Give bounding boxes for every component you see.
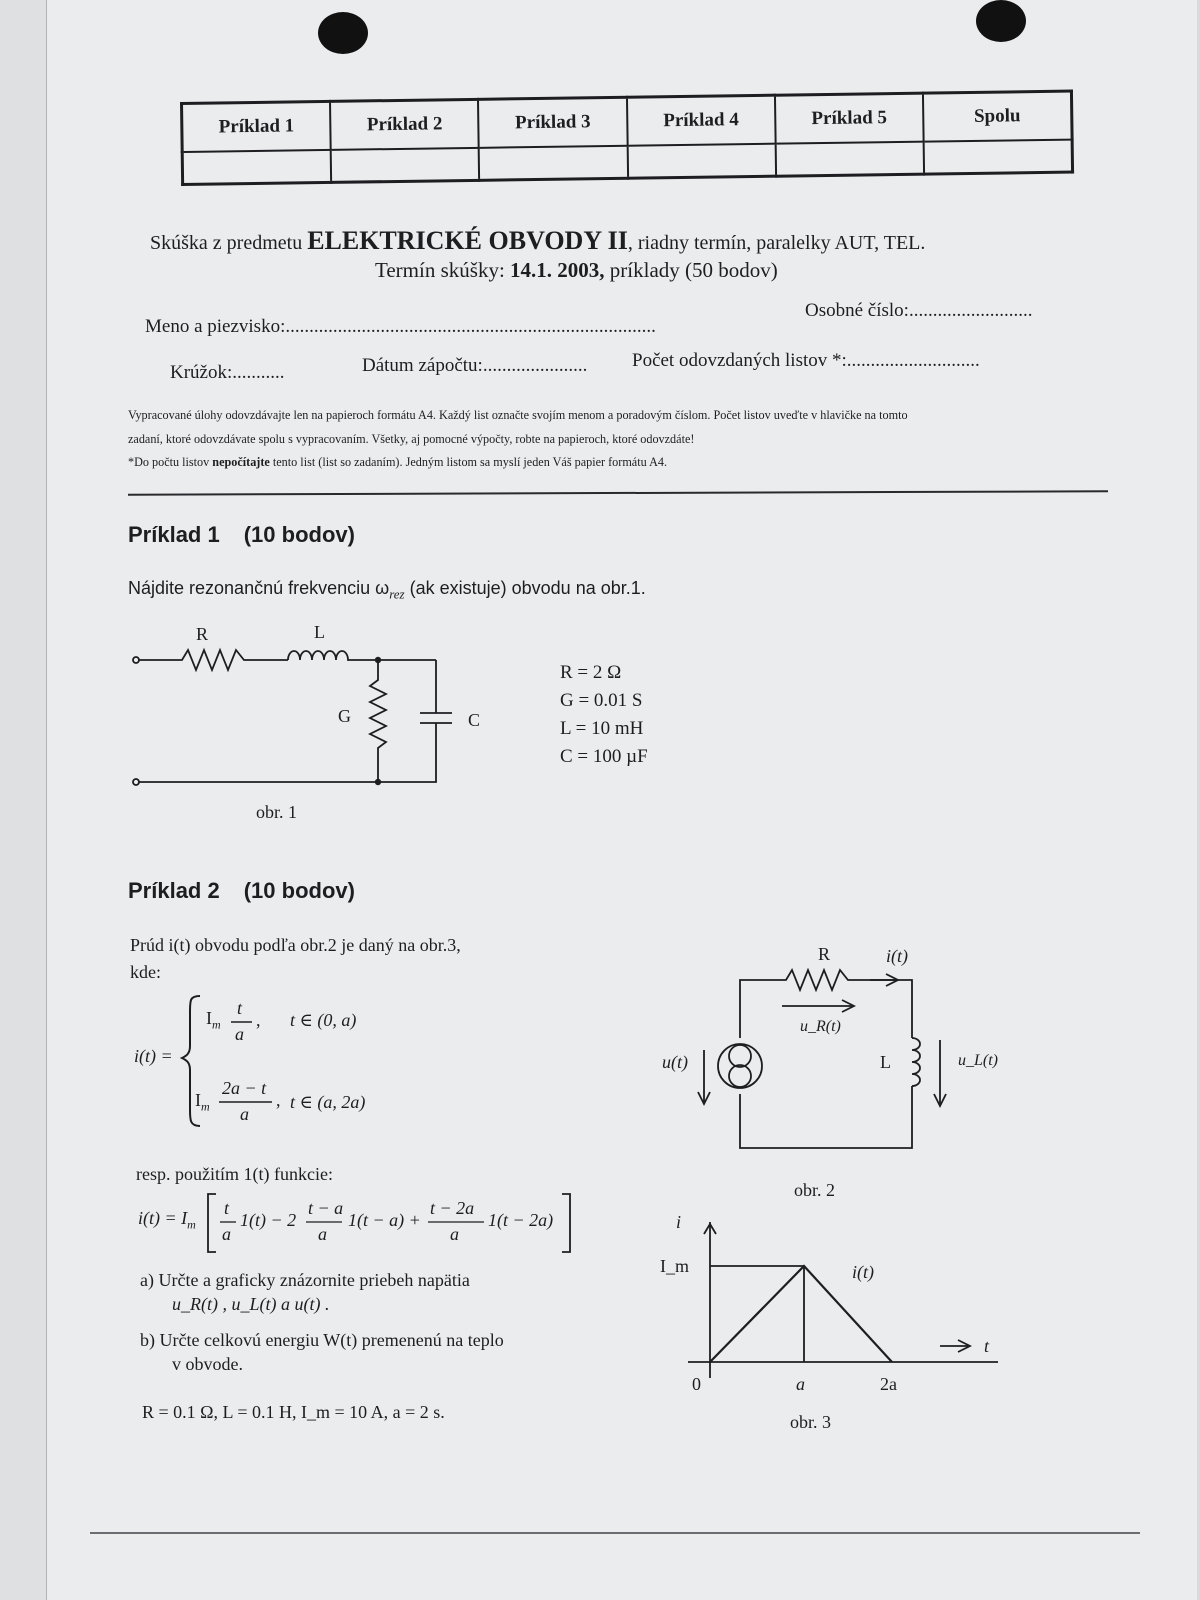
task-a-line-1: a) Určte a graficky znázornite priebeh napätia [140, 1270, 470, 1290]
fig2-label-R: R [818, 944, 831, 964]
problem-2-points: (10 bodov) [243, 878, 355, 903]
group-field[interactable]: Krúžok:........... [170, 362, 285, 383]
exam-date: 14.1. 2003, [510, 258, 605, 282]
step-f1-num: t [224, 1198, 230, 1218]
step-lhs [138, 1208, 196, 1233]
credit-date-field[interactable]: Dátum zápočtu:...................... [362, 355, 588, 376]
case2-sub: m [201, 1099, 210, 1114]
case2-comma: , [276, 1090, 281, 1110]
instructions-line-3 [128, 455, 667, 470]
date-suffix: príklady (50 bodov) [609, 258, 778, 282]
param-R: R = 2 Ω [560, 662, 622, 683]
name-field[interactable]: Meno a piezvisko:.............................................................................. [145, 316, 656, 337]
note-bold: nepočítajte [212, 455, 270, 469]
title-prefix: Skúška z predmetu [150, 232, 303, 254]
case2-num: 2a − t [222, 1078, 267, 1098]
case1-coef [206, 1008, 221, 1033]
fig3-tick-a: a [796, 1374, 805, 1394]
problem-2-intro-1: Prúd i(t) obvodu podľa obr.2 je daný na obr.3, [130, 935, 461, 955]
param-C: C = 100 µF [560, 746, 648, 767]
punch-hole-right [976, 0, 1026, 42]
piecewise-lhs: i(t) = [134, 1046, 173, 1066]
punch-hole-left [318, 12, 368, 54]
case1-condition: t ∈ (0, a) [290, 1010, 357, 1030]
sheet-count-field[interactable]: Počet odovzdaných listov *:............................ [632, 350, 980, 371]
figure-1-caption: obr. 1 [256, 802, 298, 822]
score-cell-1[interactable] [182, 150, 331, 185]
problem-2-title: Príklad 2 [128, 878, 220, 903]
label-G: G [338, 706, 351, 726]
step-f1-den: a [222, 1224, 231, 1244]
fig3-y-label: i [676, 1212, 682, 1232]
step-t1: 1(t) − 2 [240, 1210, 297, 1230]
instructions-line-1: Vypracované úlohy odovzdávajte len na papieroch formátu A4. Každý list označte svojím menom a poradovým číslom. Počet listov uveďte v hlavičke na tomto [128, 408, 908, 422]
case1-comma: , [256, 1010, 261, 1030]
date-prefix: Termín skúšky: [375, 258, 505, 282]
sheet-bottom-edge [90, 1532, 1140, 1534]
note-prefix: *Do počtu listov [128, 455, 210, 469]
step-f3-num: t − 2a [430, 1198, 475, 1218]
step-f2-num: t − a [308, 1198, 344, 1218]
score-header-2: Príklad 2 [330, 99, 479, 150]
step-t3: 1(t − 2a) [488, 1210, 554, 1230]
problem-2-heading [128, 878, 355, 904]
figure-2-caption: obr. 2 [794, 1180, 836, 1200]
label-L: L [314, 622, 325, 642]
case2-I: I [195, 1090, 201, 1110]
fig2-label-i: i(t) [886, 946, 908, 966]
task-suffix: (ak existuje) obvodu na obr.1. [404, 578, 646, 598]
problem-1-points: (10 bodov) [243, 522, 355, 547]
back-sheet-edge [0, 0, 48, 1600]
problem-2-intro-2: kde: [130, 962, 161, 982]
problem-2-values: R = 0.1 Ω, L = 0.1 H, I_m = 10 A, a = 2 s. [142, 1402, 445, 1422]
step-f2-den: a [318, 1224, 327, 1244]
problem-1-heading [128, 522, 355, 548]
task-b-line-1: b) Určte celkovú energiu W(t) premenenú na teplo [140, 1330, 504, 1350]
case2-condition: t ∈ (a, 2a) [290, 1092, 366, 1112]
step-t2: 1(t − a) + [348, 1210, 421, 1230]
score-header-total: Spolu [923, 91, 1072, 142]
case2-den: a [240, 1104, 249, 1124]
subject-name: ELEKTRICKÉ OBVODY II [307, 226, 628, 255]
fig3-Im-label [660, 1256, 689, 1277]
score-header-5: Príklad 5 [775, 93, 924, 144]
label-C: C [468, 710, 481, 730]
fig3-Im-text: I_m [660, 1256, 689, 1276]
step-lhs-text: i(t) = I [138, 1208, 188, 1228]
fig3-curve-label: i(t) [852, 1262, 874, 1282]
score-table [180, 90, 1074, 186]
step-f3-den: a [450, 1224, 459, 1244]
fig3-tick-0: 0 [692, 1374, 701, 1394]
case1-sub: m [212, 1017, 221, 1032]
personal-number-field[interactable]: Osobné číslo:.......................... [805, 300, 1033, 321]
score-cell-3[interactable] [479, 146, 628, 181]
fig3-x-label: t [984, 1336, 990, 1356]
score-cell-2[interactable] [331, 148, 480, 183]
step-lhs-sub: m [187, 1217, 196, 1232]
score-cell-4[interactable] [627, 144, 776, 179]
fig2-label-uL: u_L(t) [958, 1052, 998, 1069]
case1-num: t [237, 998, 243, 1018]
score-header-3: Príklad 3 [478, 97, 627, 148]
score-cell-total[interactable] [924, 140, 1073, 175]
fig2-label-uR: u_R(t) [800, 1018, 841, 1035]
note-suffix: tento list (list so zadaním). Jedným listom sa myslí jeden Váš papier formátu A4. [272, 455, 668, 469]
task-a-line-2: u_R(t) , u_L(t) a u(t) . [172, 1294, 330, 1314]
title-suffix: , riadny termín, paralelky AUT, TEL. [627, 232, 926, 254]
fig2-label-u: u(t) [662, 1052, 688, 1072]
score-header-4: Príklad 4 [627, 95, 776, 146]
problem-1-task [128, 578, 646, 603]
problem-1-title: Príklad 1 [128, 522, 220, 547]
case2-coef [195, 1090, 210, 1115]
score-header-1: Príklad 1 [182, 101, 331, 152]
figure-3-caption: obr. 3 [790, 1412, 832, 1432]
task-prefix: Nájdite rezonančnú frekvenciu ω [128, 578, 390, 598]
label-R: R [196, 624, 209, 644]
instructions-line-2: zadaní, ktoré odovzdávate spolu s vypracovaním. Všetky, aj pomocné výpočty, robte na papieroch, ktoré odovzdáte! [128, 432, 695, 446]
score-cell-5[interactable] [775, 142, 924, 177]
fig2-label-L: L [880, 1052, 891, 1072]
case1-den: a [235, 1024, 244, 1044]
task-b-line-2: v obvode. [172, 1354, 243, 1374]
exam-title [150, 226, 1090, 256]
step-function-intro: resp. použitím 1(t) funkcie: [136, 1164, 333, 1184]
fig3-tick-2a: 2a [880, 1374, 897, 1394]
case1-I: I [206, 1008, 212, 1028]
param-L: L = 10 mH [560, 718, 644, 739]
exam-date-line [375, 258, 778, 283]
task-subscript: rez [389, 586, 405, 602]
param-G: G = 0.01 S [560, 690, 643, 711]
